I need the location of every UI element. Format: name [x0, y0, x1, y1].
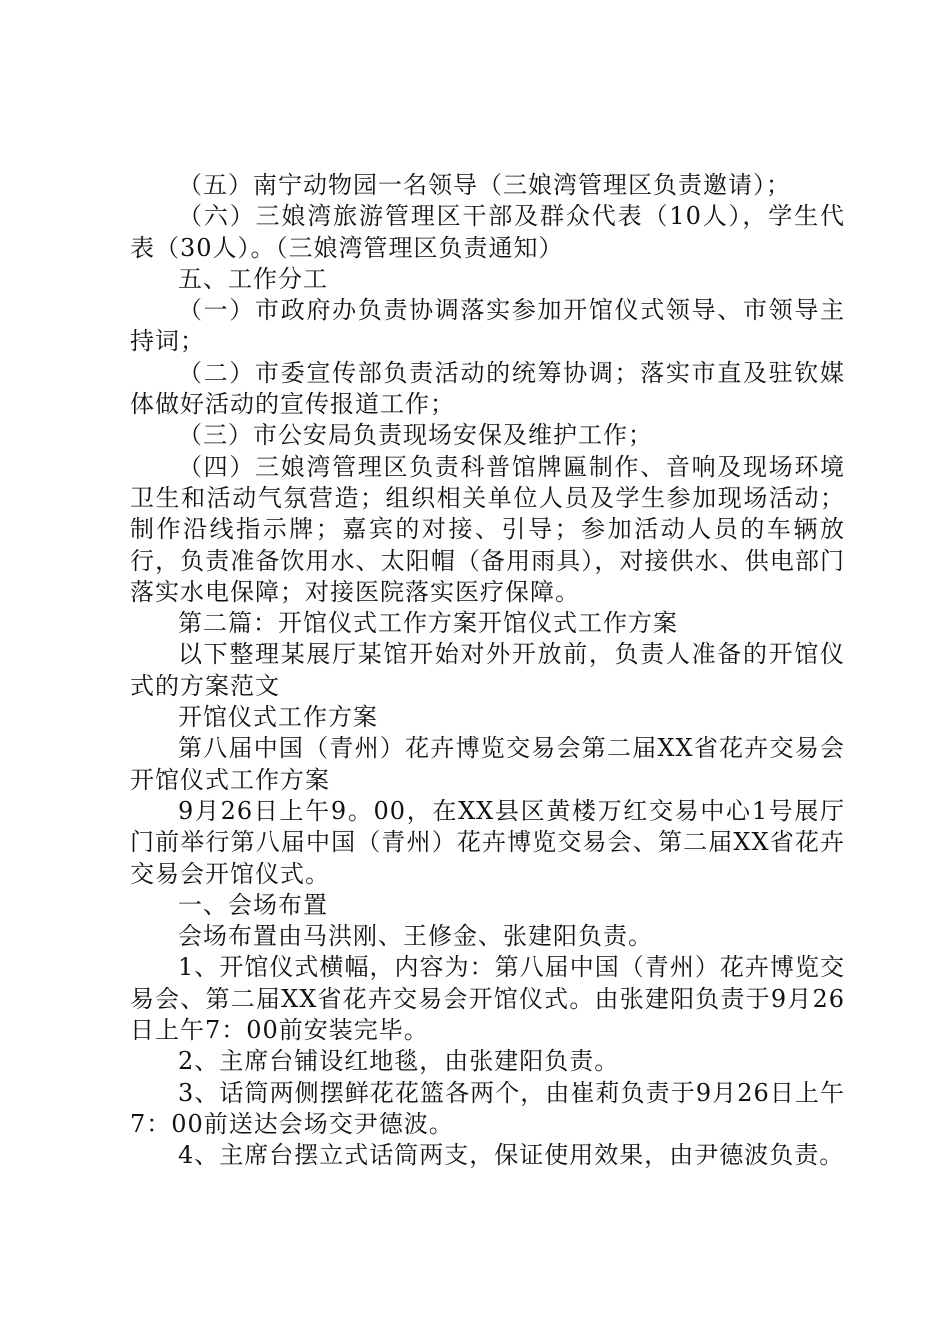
plan-subtitle: 第八届中国（青州）花卉博览交易会第二届XX省花卉交易会开馆仪式工作方案: [130, 734, 845, 794]
section-heading: 五、工作分工: [178, 264, 328, 293]
section-heading: 一、会场布置: [178, 890, 328, 919]
chapter-title: 第二篇：开馆仪式工作方案开馆仪式工作方案: [178, 609, 678, 638]
paragraph: 会场布置由马洪刚、王修金、张建阳负责。: [178, 922, 653, 951]
list-item: 2、主席台铺设红地毯，由张建阳负责。: [178, 1047, 620, 1076]
paragraph: 以下整理某展厅某馆开始对外开放前，负责人准备的开馆仪式的方案范文: [130, 640, 845, 700]
list-item: 1、开馆仪式横幅，内容为：第八届中国（青州）花卉博览交易会、第二届XX省花卉交易会开馆仪式。由张建阳负责于9月26日上午7：00前安装完毕。: [130, 953, 845, 1045]
paragraph: （三）市公安局负责现场安保及维护工作；: [178, 421, 653, 450]
plan-title: 开馆仪式工作方案: [178, 703, 378, 732]
paragraph: 9月26日上午9。00，在XX县区黄楼万红交易中心1号展厅门前举行第八届中国（青州）花卉博览交易会、第二届XX省花卉交易会开馆仪式。: [130, 796, 845, 888]
paragraph: （四）三娘湾管理区负责科普馆牌匾制作、音响及现场环境卫生和活动气氛营造；组织相关单位人员及学生参加现场活动；制作沿线指示牌；嘉宾的对接、引导；参加活动人员的车辆放行，负责准备饮用水、太阳帽（备用雨具），对接供水、供电部门落实水电保障；对接医院落实医疗保障。: [130, 452, 845, 606]
paragraph: （五）南宁动物园一名领导（三娘湾管理区负责邀请）；: [178, 171, 791, 199]
paragraph: （二）市委宣传部负责活动的统筹协调；落实市直及驻钦媒体做好活动的宣传报道工作；: [130, 358, 845, 419]
list-item: 3、话筒两侧摆鲜花花篮各两个，由崔莉负责于9月26日上午7：00前送达会场交尹德波。: [130, 1078, 845, 1138]
document-body: [130, 170, 845, 1172]
paragraph: （六）三娘湾旅游管理区干部及群众代表（10人），学生代表（30人）。（三娘湾管理区负责通知）: [130, 202, 845, 262]
list-item: 4、主席台摆立式话筒两支，保证使用效果，由尹德波负责。: [178, 1141, 845, 1170]
paragraph: （一）市政府办负责协调落实参加开馆仪式领导、市领导主持词；: [130, 296, 845, 356]
